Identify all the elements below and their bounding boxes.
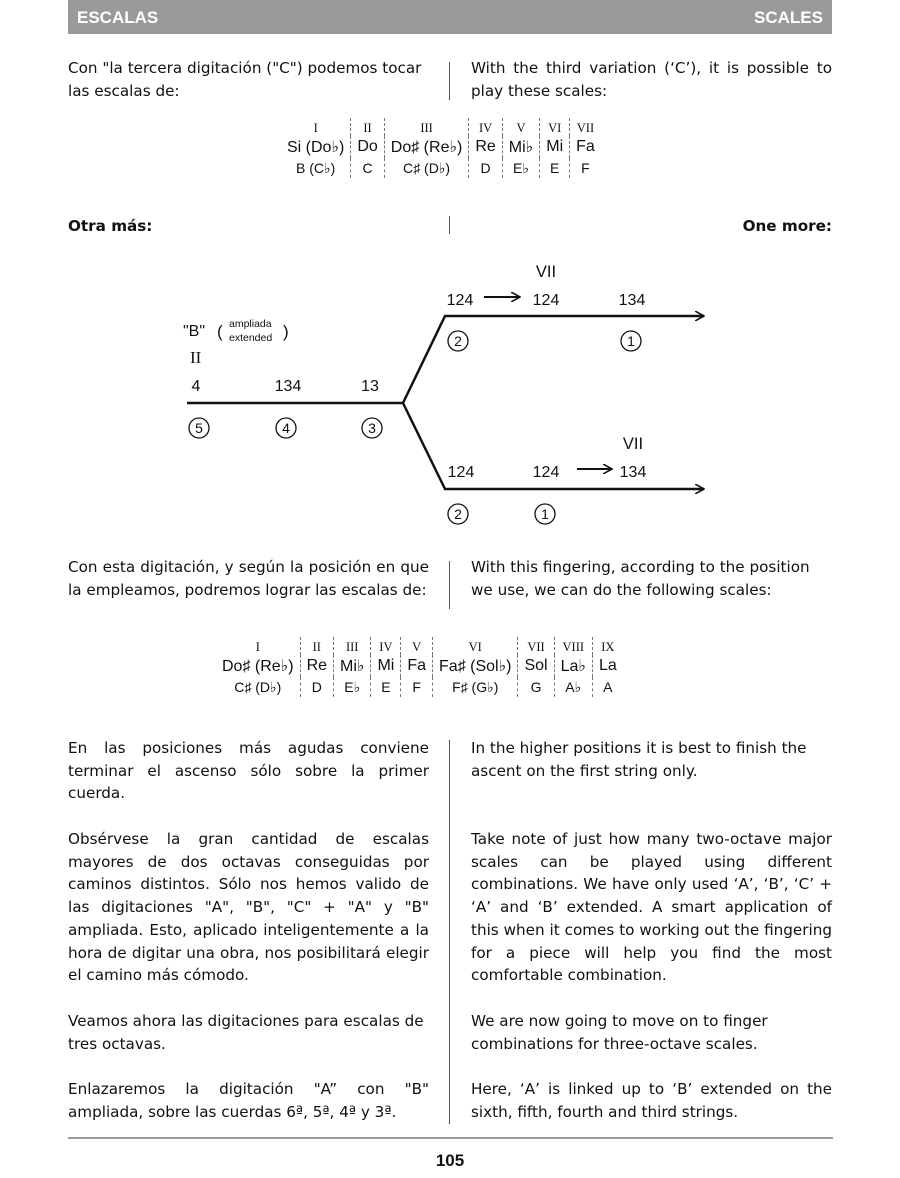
string-circle: [448, 331, 468, 351]
svg-text:1: 1: [627, 333, 635, 349]
t2-spanish: Fa: [401, 655, 433, 677]
t1-numeral: V: [502, 118, 539, 136]
t1-numeral: VII: [570, 118, 601, 136]
t2-spanish: La♭: [554, 655, 592, 677]
finger-label: 124: [447, 464, 475, 481]
t2-spanish: Mi♭: [334, 655, 371, 677]
finger-label: 134: [619, 464, 647, 481]
finger-label: 13: [361, 378, 379, 395]
t2-spanish: Mi: [371, 655, 401, 677]
lower-position-numeral: VII: [622, 435, 644, 453]
string-circle: [362, 418, 382, 438]
t1-english: E♭: [502, 158, 539, 178]
t2-numeral: IX: [592, 637, 622, 655]
paren-close: ): [283, 322, 289, 341]
header-title-en: SCALES: [754, 8, 823, 27]
t1-english: E: [540, 158, 570, 178]
finger-label: 134: [274, 378, 302, 395]
extended-label: extended: [229, 332, 273, 344]
header-title-es: ESCALAS: [77, 8, 159, 27]
svg-text:5: 5: [195, 420, 203, 436]
t1-spanish: Do♯ (Re♭): [384, 136, 469, 158]
intro-text-en: With the third variation (‘C’), it is possible to play these scales:: [471, 59, 832, 100]
string-circle: [189, 418, 209, 438]
t1-numeral: VI: [540, 118, 570, 136]
paragraph-es: Obsérvese la gran cantidad de escalas mayores de dos octavas conseguidas por caminos distintos. Sólo nos hemos valido de las digitaciones "A", "B", "C" + "A" y "B" ampliada. Esto, aplicado inteligentemente a la hora de digitar una obra, nos posibilitará elegir el camino más cómodo.: [68, 830, 429, 985]
header-bar: [68, 0, 832, 34]
string-circle: [276, 418, 296, 438]
position-numeral: II: [190, 348, 202, 367]
svg-text:2: 2: [454, 506, 462, 522]
svg-text:3: 3: [368, 420, 376, 436]
t2-english: E♭: [334, 677, 371, 697]
t2-numeral: VIII: [554, 637, 592, 655]
t1-spanish: Re: [469, 136, 502, 158]
t1-english: D: [469, 158, 502, 178]
t1-spanish: Mi: [540, 136, 570, 158]
t2-english: A♭: [554, 677, 592, 697]
paren-open: (: [217, 322, 223, 341]
paragraph-en: Here, ‘A’ is linked up to ‘B’ extended on the sixth, fifth, fourth and third strings.: [471, 1080, 832, 1121]
t1-numeral: I: [313, 121, 318, 135]
t1-numeral: IV: [469, 118, 502, 136]
finger-label: 134: [618, 292, 646, 309]
t1-english: C: [351, 158, 384, 178]
t2-numeral: V: [401, 637, 433, 655]
t2-english: A: [592, 677, 622, 697]
intro-text-es: Con "la tercera digitación ("C") podemos tocar las escalas de:: [68, 59, 422, 100]
column-divider: [449, 62, 450, 100]
t2-numeral: II: [300, 637, 333, 655]
t2-spanish: Fa♯ (Sol♭): [433, 655, 518, 677]
svg-text:4: 4: [282, 420, 290, 436]
paragraph-es: Veamos ahora las digitaciones para escalas de tres octavas.: [68, 1012, 424, 1053]
column-divider: [449, 561, 450, 609]
one-more-es: Otra más:: [68, 217, 153, 235]
b-label: "B": [183, 323, 206, 340]
column-divider: [449, 740, 450, 1124]
scale-table-1: [281, 118, 601, 178]
t1-numeral: II: [351, 118, 384, 136]
finger-label: 124: [532, 464, 560, 481]
t2-english: E: [371, 677, 401, 697]
t1-spanish: Fa: [570, 136, 601, 158]
paragraph-en: Take note of just how many two-octave major scales can be played using different combinations. We have only used ‘A’, ‘B’, ‘C’ + ‘A’ and ‘B’ extended. A smart application of this when it comes to working out the fingering for a piece will help you find the most comfortable combination.: [471, 830, 832, 985]
one-more-en: One more:: [742, 217, 832, 235]
finger-label: 124: [446, 292, 474, 309]
t1-spanish: Mi♭: [502, 136, 539, 158]
t2-numeral: VI: [433, 637, 518, 655]
t1-spanish: Si (Do♭): [287, 139, 345, 156]
branch-down-line: [403, 403, 445, 489]
branch-up-line: [403, 316, 445, 403]
footer-rule: [68, 1137, 833, 1139]
ampliada-label: ampliada: [229, 318, 272, 330]
t2-spanish: Sol: [518, 655, 554, 677]
t2-english: C♯ (D♭): [234, 678, 282, 695]
fingering-text-es: Con esta digitación, y según la posición en que la empleamos, podremos lograr las escalas de:: [68, 558, 429, 599]
paragraph-es: Enlazaremos la digitación "A” con "B" ampliada, sobre las cuerdas 6ª, 5ª, 4ª y 3ª.: [68, 1080, 429, 1121]
fingering-diagram: [0, 250, 900, 535]
t2-english: F♯ (G♭): [433, 677, 518, 697]
t2-numeral: VII: [518, 637, 554, 655]
string-circle: [621, 331, 641, 351]
t2-english: G: [518, 677, 554, 697]
finger-label: 4: [191, 378, 201, 395]
t1-english: F: [570, 158, 601, 178]
t2-english: F: [401, 677, 433, 697]
t1-english: C♯ (D♭): [384, 158, 469, 178]
t2-english: D: [300, 677, 333, 697]
paragraph-en: We are now going to move on to finger combinations for three-octave scales.: [471, 1012, 768, 1053]
page-number: 105: [435, 1151, 465, 1170]
paragraph-es: En las posiciones más agudas conviene terminar el ascenso sólo sobre la primer cuerda.: [68, 739, 429, 803]
svg-text:2: 2: [454, 333, 462, 349]
finger-label: 124: [532, 292, 560, 309]
string-circle: [535, 504, 555, 524]
t2-spanish: Re: [300, 655, 333, 677]
t2-numeral: I: [255, 640, 260, 654]
t2-numeral: III: [334, 637, 371, 655]
t1-spanish: Do: [351, 136, 384, 158]
t2-numeral: IV: [371, 637, 401, 655]
t2-spanish: Do♯ (Re♭): [222, 658, 294, 675]
svg-text:1: 1: [541, 506, 549, 522]
t2-spanish: La: [592, 655, 622, 677]
string-circle: [448, 504, 468, 524]
t1-numeral: III: [384, 118, 469, 136]
upper-position-numeral: VII: [535, 263, 557, 281]
scale-table-2: [216, 637, 623, 697]
fingering-text-en: With this fingering, according to the position we use, we can do the following scales:: [471, 558, 810, 599]
paragraph-en: In the higher positions it is best to finish the ascent on the first string only.: [471, 739, 807, 780]
t1-english: B (C♭): [296, 159, 336, 176]
column-divider: [449, 216, 450, 234]
